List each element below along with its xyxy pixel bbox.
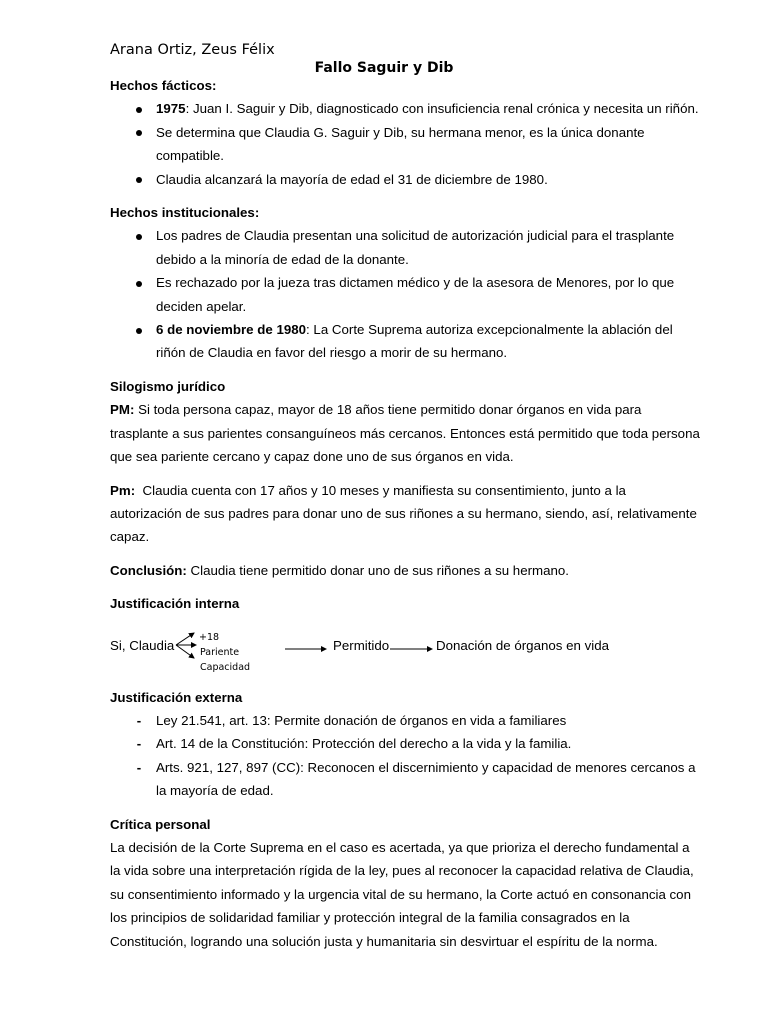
dash-icon: - <box>136 712 142 728</box>
heading-critica: Crítica personal <box>110 816 211 832</box>
bullet-icon <box>132 271 146 294</box>
heading-justificacion-interna: Justificación interna <box>110 596 240 612</box>
branch-arrow-down <box>176 645 194 658</box>
branch-label: +18 <box>199 631 220 643</box>
item-text: Los padres de Claudia presentan una solicitud de autorización judicial para el trasplante debido a la minoría de edad de la donante. <box>156 228 675 267</box>
list-item <box>110 224 700 271</box>
item-text: Arts. 921, 127, 897 (CC): Reconocen el discernimiento y capacidad de menores cercanos a la mayoría de edad. <box>156 759 696 799</box>
hechos-facticos-list <box>110 97 700 191</box>
item-bold-text: 6 de noviembre de 1980 <box>156 322 307 338</box>
item-text: Ley 21.541, art. 13: Permite donación de órganos en vida a familiares <box>156 712 567 728</box>
critica-text: La decisión de la Corte Suprema en el caso es acertada, ya que prioriza el derecho fundamental a la vida sobre una interpretación rígida de la ley, pues al reconocer la capacidad relativa de Claudia, su consentimiento informado y la urgencia vital de su hermano, la Corte actuó en consonancia con los principios de solidaridad familiar y protección integral de la familia consagrados en la Constitución, logrando una solución justa y humanitaria sin desvirtuar el espíritu de la norma. <box>110 839 694 949</box>
pm2-text: Claudia cuenta con 17 años y 10 meses y manifiesta su consentimiento, junto a la autorización de sus padres para donar uno de sus riñones a su hermano, siendo, así, relativamente capaz. <box>110 482 701 545</box>
item-text: Es rechazado por la jueza tras dictamen médico y de la asesora de Menores, por lo que deciden apelar. <box>156 275 675 314</box>
list-item <box>110 97 700 120</box>
document-title: Fallo Saguir y Dib <box>314 60 454 76</box>
branch-arrow-up <box>176 633 194 645</box>
premisa-mayor <box>110 398 700 468</box>
item-text: Art. 14 de la Constitución: Protección del derecho a la vida y la familia. <box>156 736 572 752</box>
bullet-icon <box>132 168 146 191</box>
conclusion-text: Claudia tiene permitido donar uno de sus riñones a su hermano. <box>186 562 569 578</box>
list-item <box>110 271 700 318</box>
list-item <box>110 318 700 365</box>
diagram-middle: Permitido <box>333 637 390 653</box>
bullet-icon <box>132 121 146 144</box>
diagram-result: Donación de órganos en vida <box>436 637 609 653</box>
item-text: Se determina que Claudia G. Saguir y Dib, su hermana menor, es la única donante compatible. <box>156 124 645 164</box>
branch-label: Pariente <box>200 646 240 658</box>
pm-text: Si toda persona capaz, mayor de 18 años tiene permitido donar órganos en vida para trasplante a sus parientes consanguíneos más cercanos. Entonces está permitido que toda persona que sea pariente cercano y capaz done uno de sus órganos en vida. <box>110 402 700 465</box>
item-text: : La Corte Suprema autoriza excepcionalmente la ablación del riñón de Claudia en favor del riesgo a morir de su hermano. <box>156 322 673 361</box>
heading-hechos-institucionales: Hechos institucionales: <box>110 205 260 221</box>
bullet-icon <box>132 318 146 341</box>
list-item <box>110 168 700 191</box>
hechos-institucionales-list <box>110 224 700 364</box>
author-name: Arana Ortiz, Zeus Félix <box>110 42 275 58</box>
list-item <box>110 732 700 755</box>
item-bold-text: 1975 <box>156 101 186 117</box>
heading-silogismo: Silogismo jurídico <box>110 378 226 394</box>
dash-icon: - <box>136 759 142 775</box>
item-text: : Juan I. Saguir y Dib, diagnosticado con insuficiencia renal crónica y necesita un riñón. <box>185 101 699 117</box>
heading-hechos-facticos: Hechos fácticos: <box>110 78 217 93</box>
document-body <box>110 74 700 953</box>
bullet-icon <box>132 224 146 247</box>
justificacion-diagram <box>110 620 700 686</box>
conclusion <box>110 559 700 582</box>
conclusion-label: Conclusión: <box>110 562 187 578</box>
pm-label: PM: <box>110 402 135 418</box>
branch-label: Capacidad <box>200 661 251 673</box>
item-text: Claudia alcanzará la mayoría de edad el 31 de diciembre de 1980. <box>156 171 548 187</box>
justificacion-externa-list <box>110 709 700 803</box>
list-item <box>110 709 700 732</box>
bullet-icon <box>132 97 146 120</box>
list-item <box>110 756 700 803</box>
dash-icon: - <box>136 736 142 752</box>
premisa-menor <box>110 479 700 549</box>
heading-justificacion-externa: Justificación externa <box>110 689 243 705</box>
list-item <box>110 121 700 168</box>
pm2-label: Pm: <box>110 482 136 498</box>
diagram-subject: Si, Claudia <box>110 637 175 653</box>
